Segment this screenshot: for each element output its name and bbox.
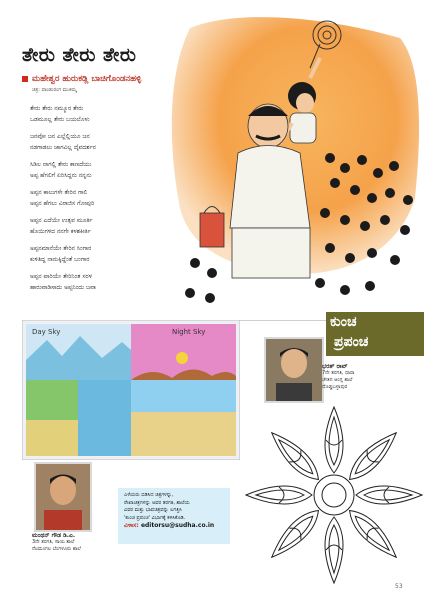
email-link[interactable]: editorsu@sudha.co.in [140,522,215,529]
poem-line: ಕುಳಿತಿದ್ದ ನಾನುಕ್ಕಿದ್ದೆಂತೆ ಬಂಗಾರ [30,255,90,263]
poem-line: ಅಪ್ಪನಮಾನೆಯೇ ತೇರಿನ ಸಿಂಗಾರ [30,245,92,252]
poem-line: ಜನವೋ ಜನ ಎಲ್ಲೆಲ್ಲಿಯೂ ಜನ [30,133,90,140]
poem-line: ಅಪ್ಪನ ಎದೆಯೇ ಉತ್ಸವ ಮೂರ್ತಿ [30,217,93,224]
student-photo-bharath [264,337,324,403]
section-badge-kuncha-prapancha [326,312,424,356]
poem-line: ಸಿಡಿಲ ನಾಗಲ್ಲಿ ತೇರು ಕಾಣದೆಯು [30,161,92,168]
student-name: ಭರತ್ ರಾವ್ [322,363,348,370]
student-name: ಮಂಥನ್ ಗೌಡ ಡಿ.ಎ. [32,532,76,539]
poem-line: ನಡಗಾಡಲು ಜಾಗವಿಲ್ಲ ದೈವದರ್ಶನ [30,143,97,151]
poem-line: ಹಾರುವಾಡಿಸಾದು ಅಪ್ಪನಿಂದು ಜವಾ [30,283,97,291]
badge-word-2: ಪ್ರಪಂಚ [334,334,369,350]
day-sky-label: Day Sky [32,328,61,336]
poem-line: ಒಡಮೂಲ್ಲ ತೇರು ಬಯಲೊಳು [30,115,90,123]
day-night-sky-drawing [22,320,240,460]
poem-line: ಅಪ್ಪನ ಹೆಗಲು ವಿರಾಜಿಸ ಗೋಪುರಿ [30,199,95,207]
father-child-illustration [150,8,424,308]
poem-line: ಹೊಯಿಗಳಿದ ನನಗೇ ಕಳಶಕೀರ್ತಿ [30,227,91,235]
poem-author: ಮಹೇಶ್ವರ ಹುರುಕಡ್ಲಿ ಬಾಚಿಗೊಂಡನಹಳ್ಳಿ [22,74,141,84]
email-label: ವಿಳಾಸ: [124,522,139,529]
bullet-square-icon [22,76,28,82]
badge-word-1: ಕುಂಚ [330,314,357,330]
poem-title: ತೇರು ತೇರು ತೇರು [22,44,137,66]
avatar [266,339,322,401]
poem-line: ಅಪ್ಪನ ಪಾರಿಯೇ ತೇರಿನಿಂತ ಸರಳ [30,273,92,280]
student-caption-bharath: ಭರತ್ ರಾವ್ 7ನೇ ತರಗತಿ, ಧಾರಾ ಚೇತನ ಆಂಗ್ಲ ಶಾಲೆ ದೊಡ್ಡಬಳ್ಳಾಪುರ [322,363,420,391]
poem-line: ಅಪ್ಪ ಹೆಗಲಿಗೆ ಏರಿಸಿದ್ದನು ನನ್ನನು [30,171,92,179]
student-caption-manthan: ಮಂಥನ್ ಗೌಡ ಡಿ.ಎ. 3ನೇ ತರಗತಿ, ಸಾಯಿ ಶಾಲೆ ನೆಲಮಂಗಲ ಬೆಂಗಳೂರು ಶಾಲೆ [32,532,142,553]
night-sky-label: Night Sky [172,328,206,336]
illustration-credit: ಚಿತ್ರ: ಪಾಂಡುರಂಗ ಮುಕಿಮ್ಮ [32,87,77,93]
avatar [36,464,90,530]
submission-info-box: ಎಳೆಯರು ಬಿಡಿಸಿದ ಚಿತ್ರಗಳನ್ನು, ರೇಖಾಚಿತ್ರಗಳನ್ನು ಅವರ ತರಗತಿ, ಶಾಲೆಯ ವಿವರ ಮತ್ತು ಭಾವಚಿತ್ರವನ್ನು ಲಗತ್ತಿಸಿ 'ಕುಂಚ ಪ್ರಪಂಚ' ವಿಭಾಗಕ್ಕೆ ಕಳಿಸಿಕೊಡಿ. ವಿಳಾಸ: editorsu@sudha.co.in [118,488,230,544]
student-photo-manthan [34,462,92,532]
poem-line: ಅಪ್ಪನ ಕಾಲುಗಳೇ ತೇರಿನ ಗಾಲಿ [30,189,88,196]
flower-mandala-drawing [244,400,424,590]
poem-line: ತೇರು ತೇರು ನಮ್ಮೂರ ತೇರು [30,105,84,112]
page-number: 53 [395,583,403,590]
